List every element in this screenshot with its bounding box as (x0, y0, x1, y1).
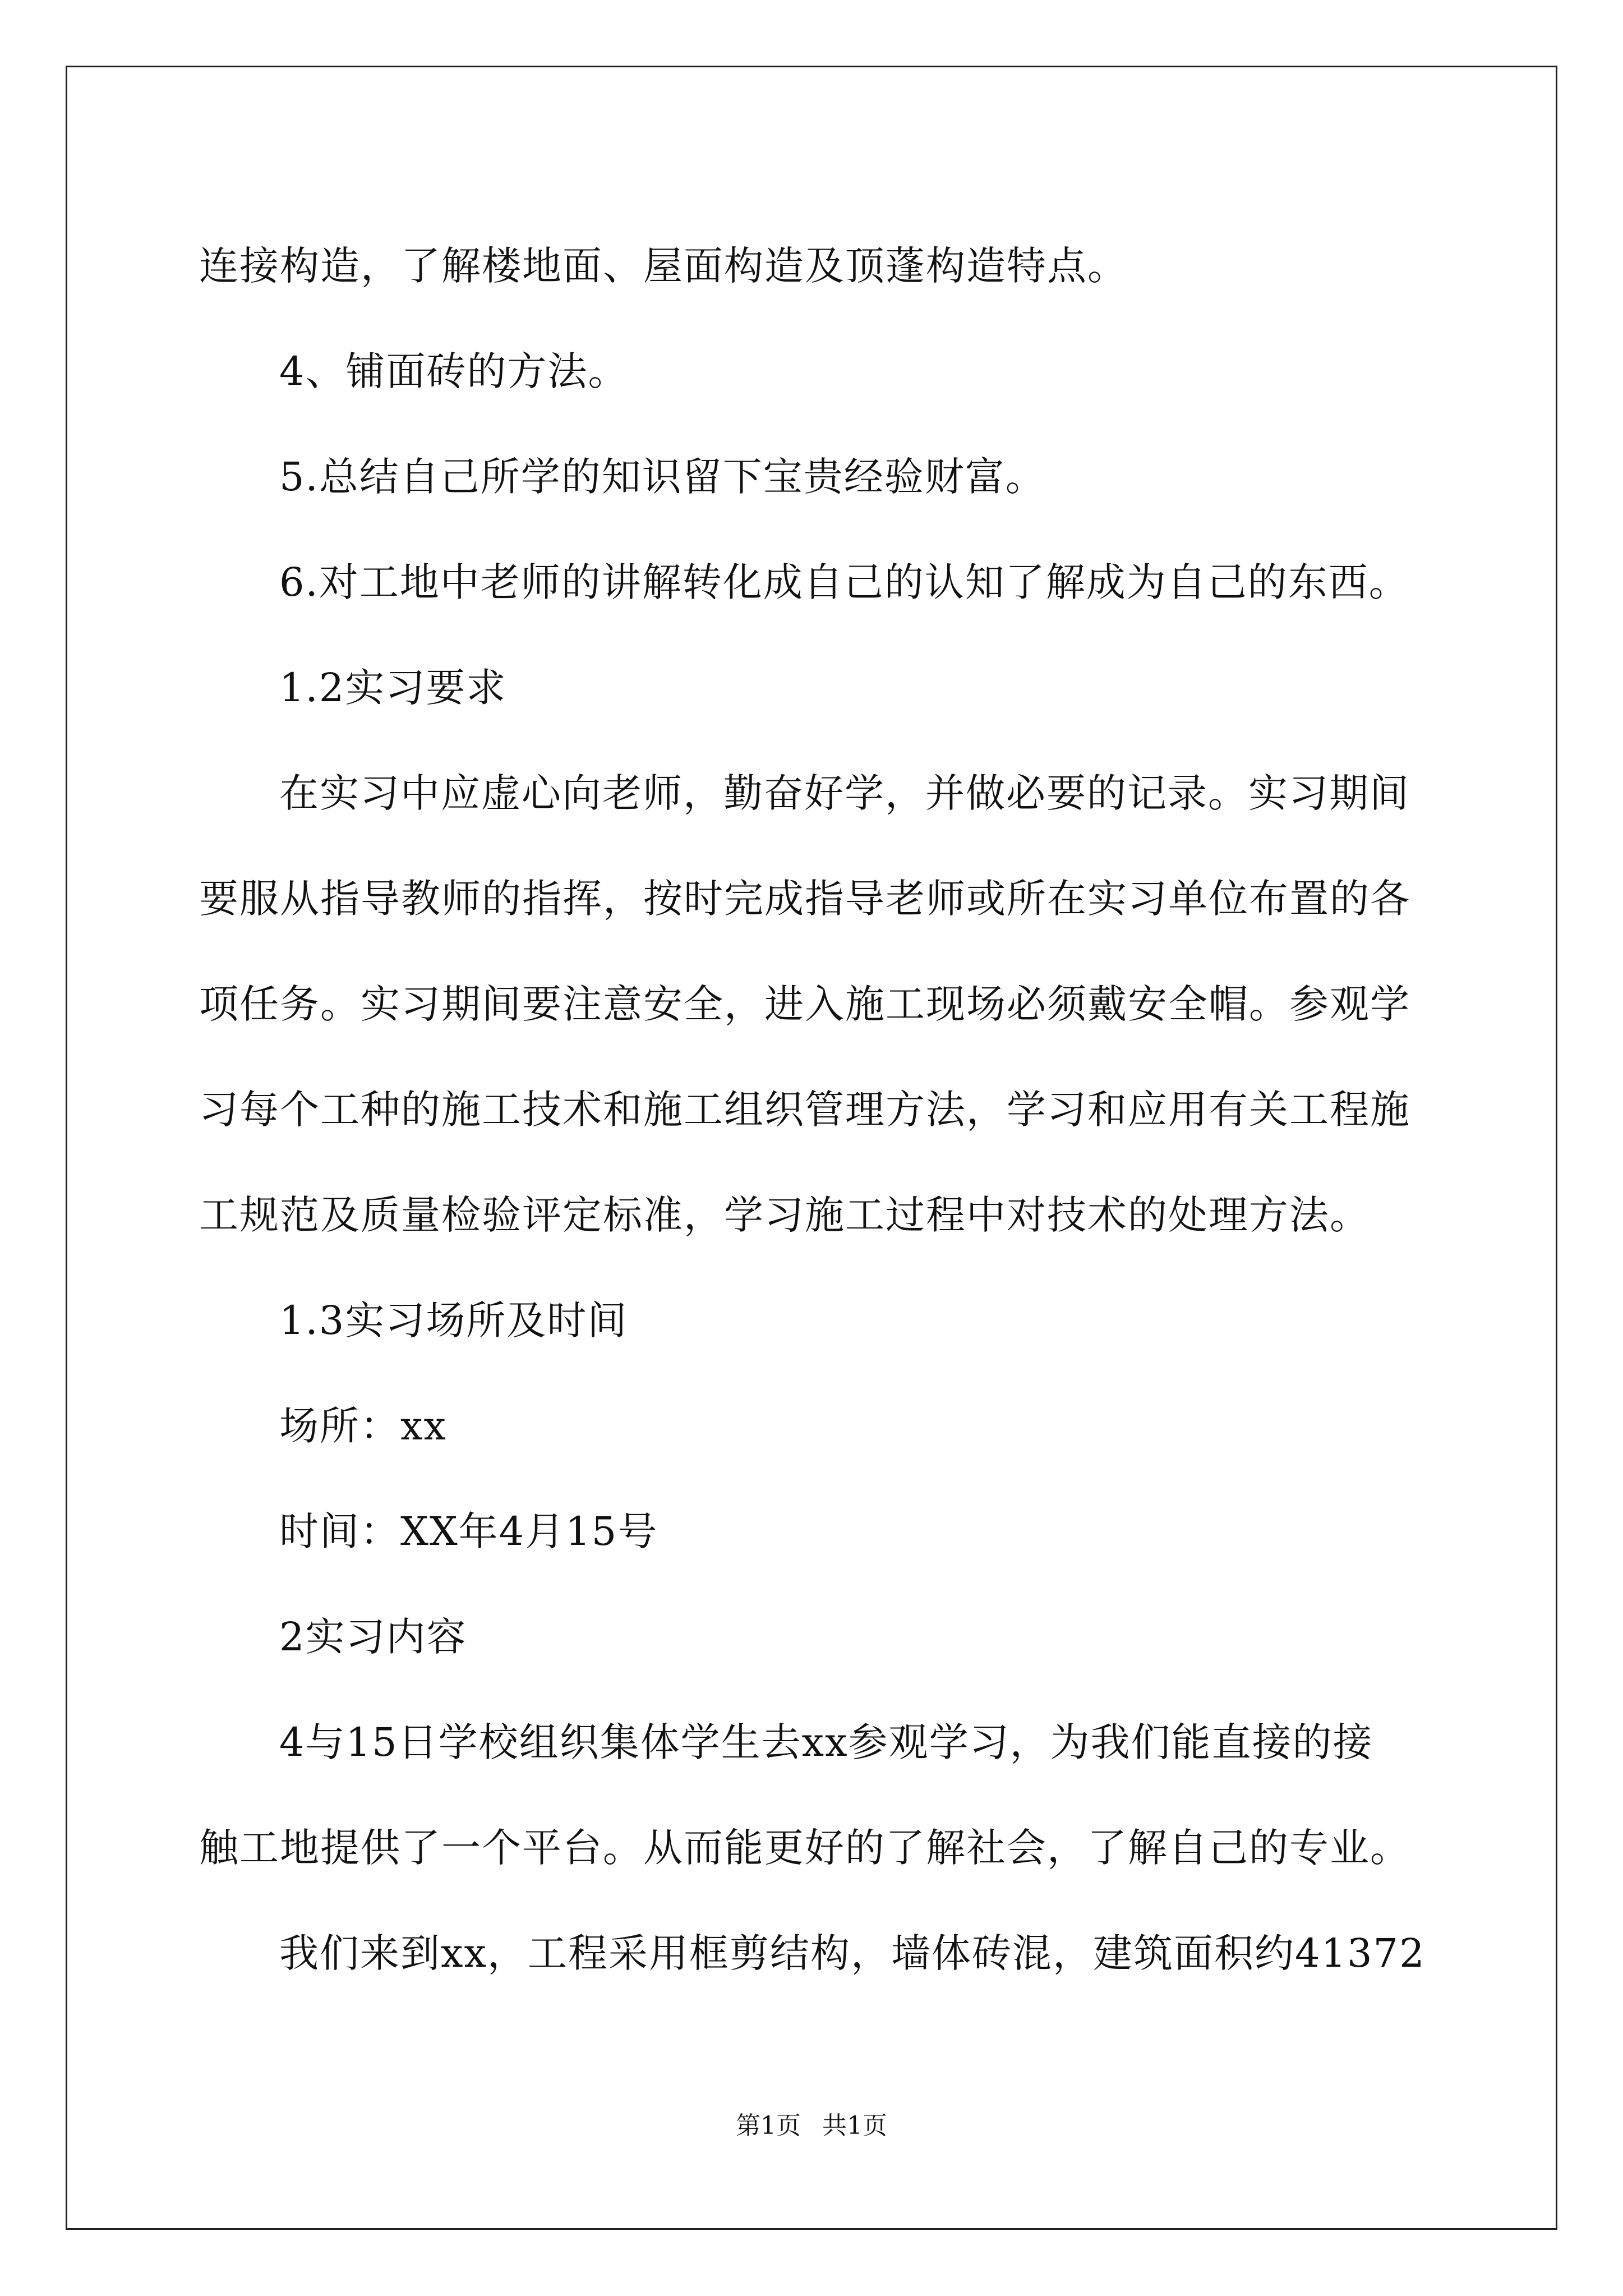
paragraph-item-4: 4、铺面砖的方法。 (279, 348, 629, 394)
place-line: 场所：xx (279, 1403, 447, 1449)
paragraph-item-5: 5.总结自己所学的知识留下宝贵经验财富。 (279, 454, 1046, 500)
time-line: 时间：XX年4月15号 (279, 1508, 658, 1554)
visit-line: 4与15日学校组织集体学生去xx参观学习，为我们能直接的接 (279, 1719, 1373, 1765)
project-paragraph: 我们来到xx，工程采用框剪结构，墙体砖混，建筑面积约41372 (279, 1930, 1426, 1976)
section-heading-1-3: 1.3实习场所及时间 (279, 1297, 628, 1343)
page-total: 共1页 (822, 2111, 887, 2140)
page-footer (0, 2109, 1623, 2143)
requirements-line: 习每个工种的施工技术和施工组织管理方法，学习和应用有关工程施 (199, 1087, 1410, 1133)
requirements-line: 要服从指导教师的指挥，按时完成指导老师或所在实习单位布置的各 (199, 876, 1410, 922)
requirements-paragraph (199, 740, 1433, 1268)
requirements-line: 工规范及质量检验评定标准，学习施工过程中对技术的处理方法。 (199, 1192, 1370, 1238)
paragraph-construction: 连接构造，了解楼地面、屋面构造及顶蓬构造特点。 (199, 243, 1128, 289)
visit-line: 触工地提供了一个平台。从而能更好的了解社会，了解自己的专业。 (199, 1825, 1410, 1871)
page-number: 第1页 (736, 2111, 801, 2140)
visit-paragraph (199, 1690, 1433, 1901)
requirements-line: 项任务。实习期间要注意安全，进入施工现场必须戴安全帽。参观学 (199, 981, 1410, 1027)
section-heading-2: 2实习内容 (279, 1614, 467, 1660)
section-heading-1-2: 1.2实习要求 (279, 665, 507, 711)
paragraph-item-6: 6.对工地中老师的讲解转化成自己的认知了解成为自己的东西。 (279, 559, 1409, 605)
document-body (199, 213, 1433, 2006)
requirements-line: 在实习中应虚心向老师，勤奋好学，并做必要的记录。实习期间 (279, 770, 1410, 816)
